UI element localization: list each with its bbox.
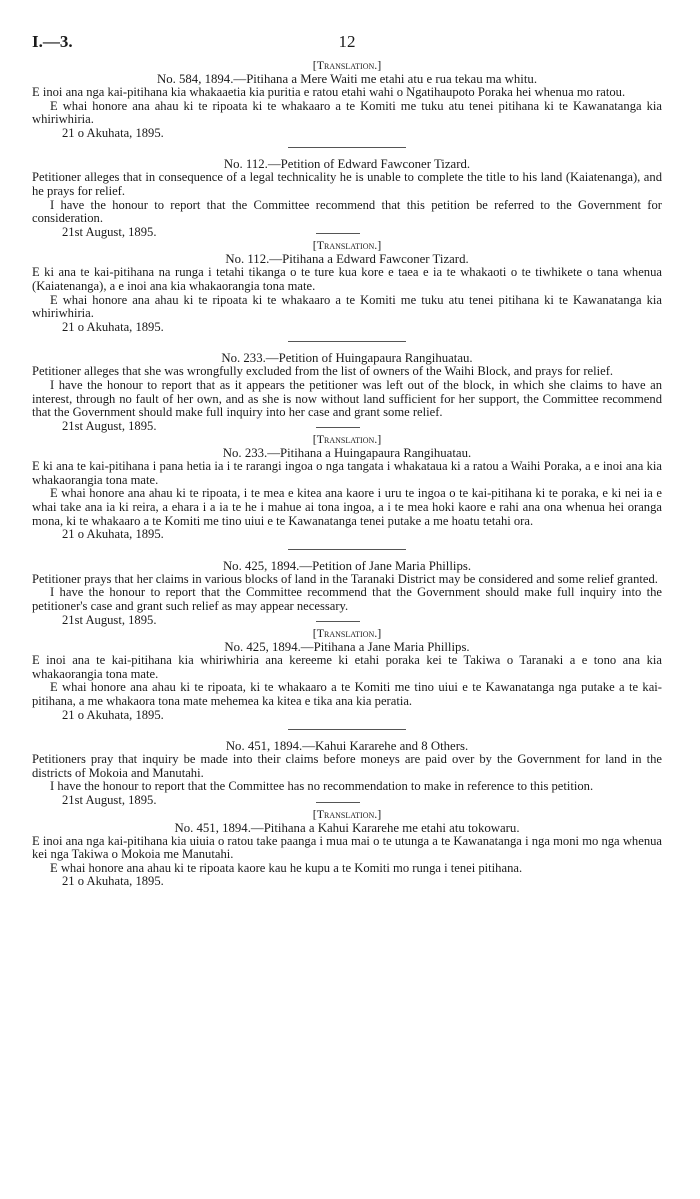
- petition-heading: No. 233.—Pitihana a Huingapaura Rangihuatau.: [222, 446, 472, 461]
- report-date: 21st August, 1895.: [62, 792, 157, 807]
- committee-report: E whai honore ana ahau ki te ripoata kaore kau he kupu a te Komiti mo runga i tenei pitihana.: [50, 860, 523, 875]
- petition-233-translation: [32, 432, 662, 542]
- petition-prayer: E inoi ana nga kai-pitihana kia uiuia o ratou take paanga i mua mai o te utunga a te Kawanatanga i nga moni mo nga whenua kei nga Takiwa o Mokoia me Manutahi.: [32, 833, 662, 862]
- committee-report: E whai honore ana ahau ki te ripoata, i te mea e kitea ana kaore i uru te ingoa o te kai-pitihana ki te poraka, e ki nei ia e whai take ana ia ki reira, a ehara i a ia te he i mahue ai tona ingoa, a i te mea hoki kaore e rahi ana ona whenua hei oranga mona, ki te whakaaro a te Komiti me tino uiui e te Kawanatanga tenei putake a me hoatu tetahi ora.: [32, 486, 662, 528]
- petition-prayer: Petitioner alleges that she was wrongfully excluded from the list of owners of the Waihi Block, and prays for relief.: [32, 364, 614, 379]
- petition-heading: No. 112.—Petition of Edward Fawconer Tizard.: [223, 157, 471, 172]
- committee-report: I have the honour to report that the Committee has no recommendation to make in reference to this petition.: [50, 779, 594, 794]
- report-date: 21 o Akuhata, 1895.: [62, 319, 164, 334]
- document-reference: I.—3.: [32, 32, 73, 51]
- translation-divider: [316, 427, 360, 428]
- petition-451-translation: [32, 807, 662, 889]
- petition-heading: No. 584, 1894.—Pitihana a Mere Waiti me etahi atu e rua tekau ma whitu.: [156, 72, 538, 86]
- petition-prayer: Petitioners pray that inquiry be made into their claims before moneys are paid over by the Government for land in the districts of Mokoia and Manutahi.: [32, 752, 662, 780]
- petition-prayer: Petitioner alleges that in consequence of a legal technicality he is unable to complete the title to his land (Kaiatenanga), and he prays for relief.: [32, 170, 662, 198]
- petition-prayer: E inoi ana te kai-pitihana kia whiriwhiria ana kereeme ki etahi poraka kei te Takiwa o Taranaki a e tono ana kia whakaorangia tona mate.: [32, 653, 662, 681]
- petition-heading: No. 112.—Pitihana a Edward Fawconer Tizard.: [225, 252, 469, 267]
- section-divider: [288, 729, 406, 730]
- translation-divider: [316, 802, 360, 803]
- petition-heading: No. 451, 1894.—Pitihana a Kahui Kararehe me etahi atu tokowaru.: [174, 820, 520, 835]
- petition-heading: No. 425, 1894.—Pitihana a Jane Maria Phillips.: [224, 640, 470, 655]
- committee-report: I have the honour to report that the Committee recommend that this petition be referred to the Government for consideration.: [32, 197, 662, 226]
- petition-prayer: E ki ana te kai-pitihana na runga i tetahi tikanga o te ture kua kore e taea e ia te whakaoti o te tiwhikete o tana whenua (Kaiatenanga), a e inoi ana kia whakaorangia tona mate.: [32, 265, 662, 293]
- translation-label: [Translation.]: [312, 626, 382, 641]
- petition-425: [32, 559, 662, 627]
- committee-report: I have the honour to report that as it appears the petitioner was left out of the block, in which she claims to have an interest, through no fault of her own, and as she is now without land sufficient for her support, the Committee recommend that the Government should make full inquiry into her case and grant some relief.: [32, 377, 662, 420]
- petition-prayer: E ki ana te kai-pitihana i pana hetia ia i te rarangi ingoa o nga tangata i whakataua ki a ratou a Waihi Poraka, a e inoi ana kia whakaorangia tona mate.: [32, 459, 662, 487]
- report-date: 21st August, 1895.: [62, 612, 157, 627]
- committee-report: E whai honore ana ahau ki te ripoata ki te whakaaro a te Komiti me tuku atu tenei pitihana ki te Kawanatanga kia whiriwhiria.: [32, 292, 662, 321]
- report-date: 21st August, 1895.: [62, 418, 157, 433]
- translation-divider: [316, 621, 360, 622]
- section-divider: [288, 341, 406, 342]
- petition-425-translation: [32, 626, 662, 722]
- page-header: [32, 32, 662, 58]
- petition-584-translation: [32, 58, 662, 140]
- committee-report: E whai honore ana ahau ki te ripoata ki te whakaaro a te Komiti me tuku atu tenei pitihana ki te Kawanatanga kia whiriwhiria.: [32, 98, 662, 127]
- translation-divider: [316, 233, 360, 234]
- translation-label: [Translation.]: [312, 58, 382, 72]
- section-divider: [288, 549, 406, 550]
- report-date: 21 o Akuhata, 1895.: [62, 707, 164, 722]
- translation-label: [Translation.]: [312, 238, 382, 253]
- translation-label: [Translation.]: [312, 432, 382, 447]
- translation-label: [Translation.]: [312, 806, 382, 821]
- committee-report: E whai honore ana ahau ki te ripoata, ki te whakaaro a te Komiti me tino uiui e te Kawanatanga nga putake a te kai-pitihana, a me whakaora tona mate mehemea ka kitea e tika ana kia peratia.: [32, 680, 662, 708]
- petition-heading: No. 425, 1894.—Petition of Jane Maria Phillips.: [222, 558, 472, 573]
- petition-112-translation: [32, 238, 662, 334]
- report-date: 21 o Akuhata, 1895.: [62, 125, 164, 140]
- section-divider: [288, 147, 406, 148]
- committee-report: I have the honour to report that the Committee recommend that the Government should make full inquiry into the petitioner's case and grant such relief as may appear necessary.: [32, 585, 662, 614]
- petition-233: [32, 351, 662, 433]
- petition-heading: No. 233.—Petition of Huingapaura Rangihuatau.: [221, 351, 473, 366]
- report-date: 21 o Akuhata, 1895.: [62, 874, 164, 889]
- petition-prayer: Petitioner prays that her claims in various blocks of land in the Taranaki District may be considered and some relief granted.: [32, 571, 658, 586]
- petition-451: [32, 739, 662, 807]
- report-date: 21st August, 1895.: [62, 224, 157, 239]
- document-page: [32, 32, 662, 889]
- petition-112: [32, 157, 662, 239]
- petition-heading: No. 451, 1894.—Kahui Kararehe and 8 Others.: [225, 739, 469, 754]
- page-number: 12: [338, 32, 356, 51]
- petition-prayer: E inoi ana nga kai-pitihana kia whakaaetia kia puritia e ratou etahi wahi o Ngatihaupoto Poraka hei whenua mo ratou.: [32, 85, 626, 99]
- report-date: 21 o Akuhata, 1895.: [62, 527, 164, 542]
